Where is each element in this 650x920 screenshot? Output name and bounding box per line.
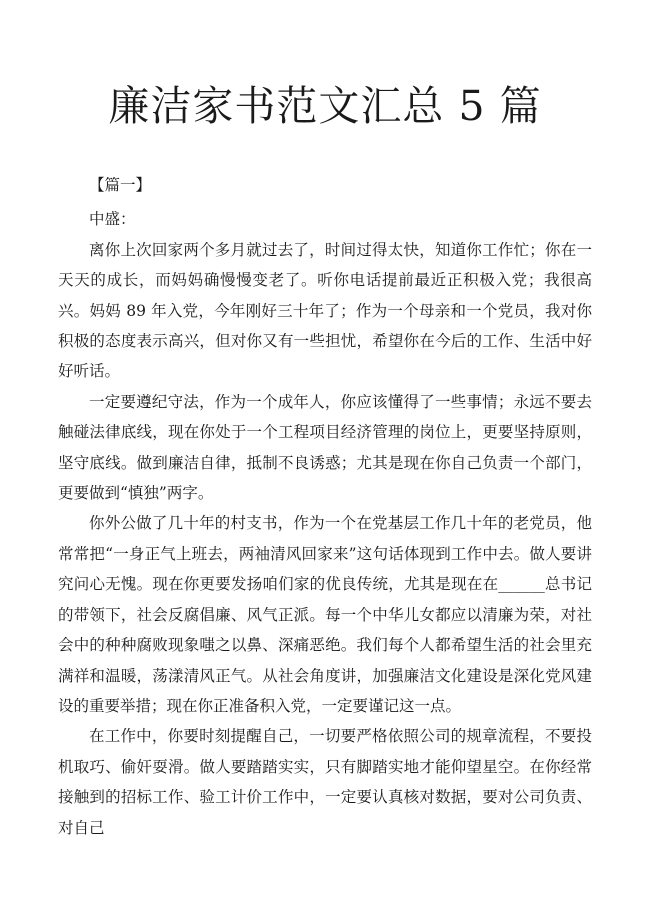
paragraph-2: 一定要遵纪守法，作为一个成年人，你应该懂得了一些事情；永远不要去触碰法律底线，现在你处于一个工程项目经济管理的岗位上，更要坚持原则，坚守底线。做到廉洁自律，抵制不良诱惑；尤其是现在你自己负责一个部门，更要做到“慎独”两字。 — [58, 392, 592, 503]
paragraph-4: 在工作中，你要时刻提醒自己，一切要严格依照公司的规章流程，不要投机取巧、偷奸耍滑。做人要踏踏实实，只有脚踏实地才能仰望星空。在你经常接触到的招标工作、验工计价工作中，一定要认真核对数据，要对公司负责、对自己 — [58, 727, 592, 837]
document-body — [58, 170, 592, 843]
paragraph-1: 离你上次回家两个多月就过去了，时间过得太快，知道你工作忙；你在一天天的成长，而妈妈确慢慢变老了。听你电话提前最近正积极入党；我很高兴。妈妈 89 年入党，今年刚好三十年了；作为一个母亲和一个党员，我对你积极的态度表示高兴，但对你又有一些担忧，希望你在今后的工作、生活中好好听话。 — [58, 240, 592, 381]
paragraph-3: 你外公做了几十年的村支书，作为一个在党基层工作几十年的老党员，他常常把“一身正气上班去，两袖清风回家来”这句话体现到工作中去。做人要讲究问心无愧。现在你更要发扬咱们家的优良传统，尤其是现在在______总书记的带领下，社会反腐倡廉、风气正派。每一个中华儿女都应以清廉为荣，对社会中的种种腐败现象嗤之以鼻、深痛恶绝。我们每个人都希望生活的社会里充满祥和温暖，荡漾清风正气。从社会角度讲，加强廉洁文化建设是深化党风建设的重要举措；现在你正准备积入党，一定要谨记这一点。 — [58, 514, 592, 715]
salutation: 中盛： — [89, 210, 136, 229]
document-title: 廉洁家书范文汇总 5 篇 — [108, 82, 542, 130]
section-label: 【篇一】 — [89, 176, 152, 194]
